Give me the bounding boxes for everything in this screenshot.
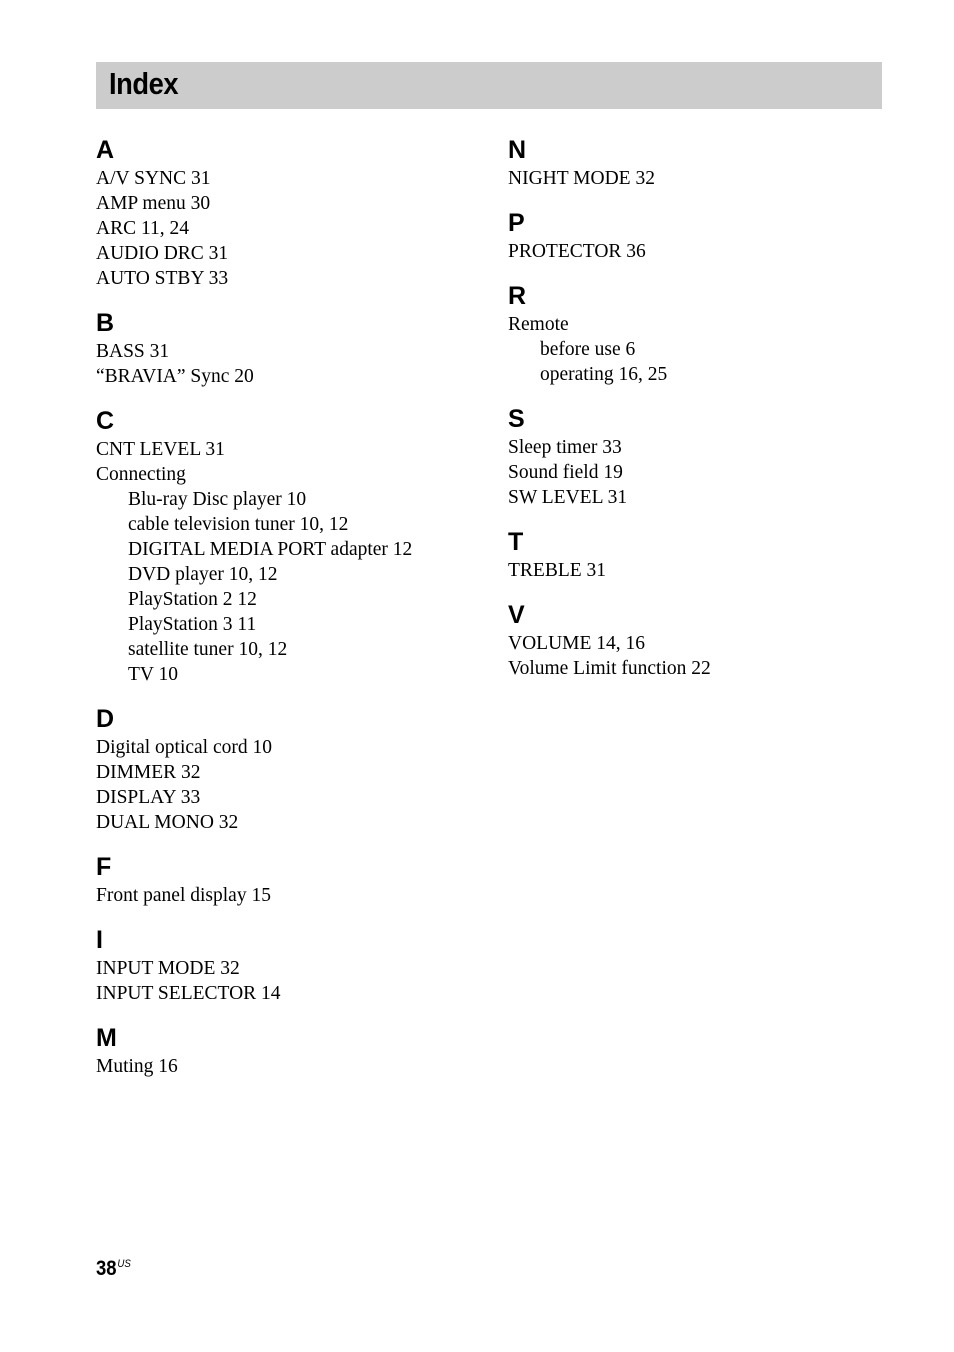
index-entry: Front panel display 15 [96,885,271,906]
index-section-b [96,307,486,389]
index-entry: AUTO STBY 33 [96,268,229,289]
index-subentry: DVD player 10, 12 [128,564,278,585]
index-section-a [96,134,486,291]
index-section-n [508,134,888,191]
index-entry: A/V SYNC 31 [96,168,211,189]
index-subentry: PlayStation 3 11 [128,614,257,635]
index-entry: Connecting [96,464,186,485]
section-letter: R [508,282,527,310]
index-entry: AMP menu 30 [96,193,211,214]
index-section-d [96,703,486,835]
index-entry: DISPLAY 33 [96,787,201,808]
index-entry: BASS 31 [96,341,170,362]
index-entry: INPUT SELECTOR 14 [96,983,281,1004]
section-letter: D [96,705,115,733]
index-subentry: before use 6 [540,339,636,360]
page-number: 38 [96,1257,117,1280]
index-entry: CNT LEVEL 31 [96,439,225,460]
index-entry: DIMMER 32 [96,762,201,783]
index-title-bar [96,62,882,109]
index-entry: Sound field 19 [508,462,623,483]
index-entry: Remote [508,314,569,335]
index-section-f [96,851,486,908]
section-letter: A [96,136,115,164]
index-section-i [96,924,486,1006]
index-entry: TREBLE 31 [508,560,607,581]
index-entry: “BRAVIA” Sync 20 [96,366,254,387]
index-entry: ARC 11, 24 [96,218,189,239]
index-section-m [96,1022,486,1079]
index-entry: Sleep timer 33 [508,437,622,458]
section-letter: N [508,136,527,164]
index-subentry: TV 10 [128,664,179,685]
index-section-p [508,207,888,264]
index-section-s [508,403,888,510]
index-section-r [508,280,888,387]
index-column-right [508,134,888,697]
index-section-c [96,405,486,687]
section-letter: M [96,1024,117,1052]
section-letter: F [96,853,112,881]
index-entry: SW LEVEL 31 [508,487,628,508]
index-section-v [508,599,888,681]
index-subentry: PlayStation 2 12 [128,589,257,610]
index-entry: Volume Limit function 22 [508,658,711,679]
section-letter: V [508,601,525,629]
index-entry: INPUT MODE 32 [96,958,240,979]
page-footer [96,1257,131,1281]
index-entry: VOLUME 14, 16 [508,633,646,654]
section-letter: B [96,309,115,337]
index-entry: AUDIO DRC 31 [96,243,229,264]
index-subentry: DIGITAL MEDIA PORT adapter 12 [128,539,413,560]
section-letter: C [96,407,115,435]
index-entry: Muting 16 [96,1056,178,1077]
index-subentry: Blu-ray Disc player 10 [128,489,307,510]
index-section-t [508,526,888,583]
index-entry: Digital optical cord 10 [96,737,272,758]
section-letter: S [508,405,525,433]
index-entry: DUAL MONO 32 [96,812,239,833]
index-subentry: satellite tuner 10, 12 [128,639,288,660]
section-letter: P [508,209,525,237]
index-subentry: operating 16, 25 [540,364,668,385]
index-entry: NIGHT MODE 32 [508,168,655,189]
region-code: US [117,1258,131,1270]
page-title: Index [109,66,179,101]
section-letter: T [508,528,524,556]
index-column-left [96,134,486,1095]
section-letter: I [96,926,103,954]
index-entry: PROTECTOR 36 [508,241,646,262]
index-subentry: cable television tuner 10, 12 [128,514,349,535]
